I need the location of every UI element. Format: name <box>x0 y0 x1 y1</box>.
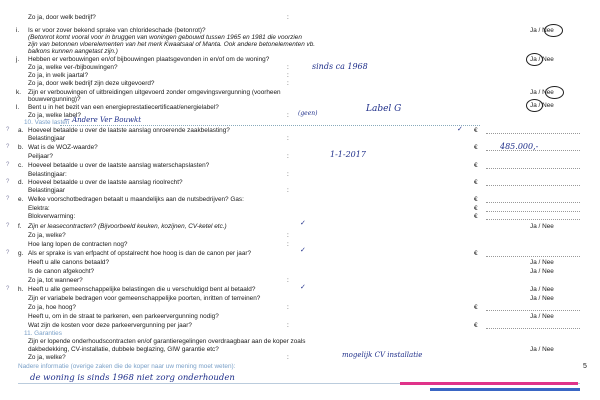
check-mark: ✓ <box>300 247 306 254</box>
handwritten-warranty: mogelijk CV installatie <box>342 351 423 359</box>
question-f: Zijn er leasecontracten? (Bijvoorbeeld keuken, kozijnen, CV-ketel etc.) <box>28 223 227 230</box>
footer-stripe-pink <box>400 382 578 385</box>
page-number: 5 <box>583 363 587 370</box>
letter-h: h. <box>18 286 24 293</box>
answer-f[interactable]: Ja / Nee <box>530 223 554 230</box>
question-h: Heeft u alle gemeenschappelijke belastingen die u verschuldigd bent al betaald? <box>28 286 256 293</box>
question-d: Hoeveel betaalde u over de laatste aanslag rioolrecht? <box>28 179 183 186</box>
amount-field[interactable] <box>486 185 580 186</box>
handwritten-woz-value: 485.000,- <box>500 142 539 151</box>
amount-field[interactable] <box>486 310 580 311</box>
question-g-sub1: Heeft u alle canons betaald? <box>28 259 110 266</box>
handwritten-small: (geen) <box>298 110 318 117</box>
letter-d: d. <box>18 179 24 186</box>
letter-l: l. <box>16 104 20 111</box>
question-a-sub: Belastingjaar <box>28 135 65 142</box>
answer-h3[interactable]: Ja / Nee <box>530 313 554 320</box>
handwritten-peiljaar: 1-1-2017 <box>330 150 366 159</box>
question-c-sub: Belastingjaar: <box>28 171 67 178</box>
question-h-2: Zijn er variabele bedragen voor gemeenschappelijke poorten, inritten of terreinen? <box>28 295 261 302</box>
question-j-sub2: Zo ja, in welk jaartal? <box>28 72 89 79</box>
question-c: Hoeveel betaalde u over de laatste aanslag waterschapslasten? <box>28 162 210 169</box>
handwritten-notes: de woning is sinds 1968 niet zorg onderhouden <box>30 373 235 383</box>
answer-h2[interactable]: Ja / Nee <box>530 295 554 302</box>
section-rule <box>60 125 480 126</box>
colon: : <box>287 14 289 21</box>
notes-title: Nadere informatie (overige zaken die de koper naar uw mening moet weten): <box>18 363 236 370</box>
question-g-sub3: Zo ja, tot wanneer? <box>28 277 83 284</box>
letter-g: g. <box>18 250 24 257</box>
letter-c: c. <box>18 162 23 169</box>
question-k-line1: Zijn er verbouwingen of uitbreidingen uitgevoerd zonder omgevingsvergunning (voorheen <box>28 89 281 96</box>
question-a: Hoeveel betaalde u over de laatste aanslag onroerende zaakbelasting? <box>28 127 230 134</box>
question-h-sub2: Wat zijn de kosten voor deze parkeervergunning per jaar? <box>28 322 192 329</box>
answer-k[interactable]: Ja / Nee <box>530 89 554 96</box>
letter-e: e. <box>18 196 24 203</box>
question-b: Wat is de WOZ-waarde? <box>28 144 98 151</box>
question-j-sub3: Zo ja, door welk bedrijf zijn deze uitgevoerd? <box>28 80 155 87</box>
question-11-line1: Zijn er lopende onderhoudscontracten en/of garantieregelingen overdraagbaar aan de koper zoals <box>28 338 306 345</box>
footer-stripe-blue <box>430 388 580 391</box>
answer-circle <box>544 24 563 37</box>
answer-circle <box>526 53 543 66</box>
amount-field[interactable] <box>486 211 580 212</box>
answer-h1[interactable]: Ja / Nee <box>530 286 554 293</box>
amount-field[interactable] <box>486 202 580 203</box>
question-h-sub1: Zo ja, hoe hoog? <box>28 304 76 311</box>
question-f-sub1: Zo ja, welke? <box>28 232 66 239</box>
answer-circle <box>545 86 564 99</box>
amount-field[interactable] <box>486 133 580 134</box>
letter-i: i. <box>16 27 20 34</box>
handwritten-label: Label G <box>366 104 402 114</box>
question-h-3: Heeft u, om in de straat te parkeren, een parkeervergunning nodig? <box>28 313 219 320</box>
letter-a: a. <box>18 127 24 134</box>
answer-g1[interactable]: Ja / Nee <box>530 259 554 266</box>
check-mark: ✓ <box>300 220 306 227</box>
amount-field[interactable] <box>486 219 580 220</box>
question-f-sub2: Hoe lang lopen de contracten nog? <box>28 241 128 248</box>
question-i-line1: Is er voor zover bekend sprake van chlorideschade (betonrot)? <box>28 27 206 34</box>
question-k-line2: bouwvergunning)? <box>28 96 81 103</box>
amount-field[interactable] <box>486 256 580 257</box>
question-11-line2: dakbedekking, CV-installatie, dubbele beglazing, GIW garantie etc? <box>28 346 219 353</box>
letter-k: k. <box>16 89 21 96</box>
question-e: Welke voorschotbedragen betaalt u maandelijks aan de nutsbedrijven? Gas: <box>28 196 244 203</box>
question-b-sub: Peiljaar? <box>28 153 53 160</box>
question-i-line2: (Betonrot komt vooral voor in bruggen van woningen gebouwd tussen 1965 en 1981 die voorzien <box>28 34 302 41</box>
section-10-title: 10. Vaste lasten <box>24 119 70 126</box>
question-l: Bent u in het bezit van een energieprestatiecertificaat/energielabel? <box>28 104 219 111</box>
question-i-line4: balkons kunnen aangetast zijn.) <box>28 48 118 55</box>
prev-question-sub: Zo ja, door welk bedrijf? <box>28 14 96 21</box>
question-11-sub: Zo ja, welke? <box>28 354 66 361</box>
question-e-sub2: Blokverwarming: <box>28 213 76 220</box>
answer-circle <box>526 99 543 112</box>
handwritten-note: ← Andere Ver Bouwkt <box>64 116 142 124</box>
handwritten-year: sinds ca 1968 <box>312 62 368 71</box>
questionnaire-page: Zo ja, door welk bedrijf? : i. Is er voor zover bekend sprake van chlorideschade (betonrot)? (Betonrot komt vooral voor in bruggen van woningen gebouwd tussen 1965 en 1981 die voorzien zijn van betonnen vloerelementen van het merk Kwaatsaal of Manta. Ook andere betonelementen vb. balkons kunnen aangetast zijn.) Ja / Nee j. Hebben er verbouwingen en/of bijbouwingen plaatsgevonden in en/of om de woning? Zo ja, welke ver-/bijbouwingen? Zo ja, in welk jaartal? Zo ja, door welk bedrijf zijn deze uitgevoerd? : : : Ja / Nee sinds ca 1968 k. Zijn er verbouwingen of uitbreidingen uitgevoerd zonder omgevingsvergunning (voorheen bouwvergunning)? Ja / Nee l. Bent u in het bezit van een energieprestatiecertificaat/energielabel? Zo ja, welke label? : Ja / Nee (geen) Label G 10. Vaste lasten ← Andere Ver Bouwkt ? a. Hoeveel betaalde u over de laatste aanslag onroerende zaakbelasting? Belastingjaar : € ✓ ? b. Wat is de WOZ-waarde? Peiljaar? : € 485.000,- 1-1-2017 ? c. Hoeveel betaalde u over de laatste aanslag waterschapslasten? Belastingjaar: : € ? d. Hoeveel betaalde u over de laatste aanslag rioolrecht? Belastingjaar : € ? e. Welke voorschotbedragen betaalt u maandelijks aan de nutsbedrijven? Gas: Elektra: Blokverwarming: € € € ? f. Zijn er leasecontracten? (Bijvoorbeeld keuken, kozijnen, CV-ketel etc.) Zo ja, welke? Hoe lang lopen de contracten nog? : : Ja / Nee ✓ ? g. Als er sprake is van erfpacht of opstalrecht hoe hoog is dan de canon per jaar? Heeft u alle canons betaald? Is de canon afgekocht? Zo ja, tot wanneer? : € Ja / Nee Ja / Nee ✓ ? h. Heeft u alle gemeenschappelijke belastingen die u verschuldigd bent al betaald? Zijn er variabele bedragen voor gemeenschappelijke poorten, inritten of terreinen? Zo ja, hoe hoog? Heeft u, om in de straat te parkeren, een parkeervergunning nodig? Wat zijn de kosten voor deze parkeervergunning per jaar? : : Ja / Nee Ja / Nee Ja / Nee € € ✓ 11. Garanties Zijn er lopende onderhoudscontracten en/of garantieregelingen overdraagbaar aan de koper zoals dakbedekking, CV-installatie, dubbele beglazing, GIW garantie etc? Zo ja, welke? : Ja / Nee mogelijk CV installatie Nadere informatie (overige zaken die de koper naar uw mening moet weten): de woning is sinds 1968 niet zorg onderhouden 5 <box>0 0 600 400</box>
answer-g2[interactable]: Ja / Nee <box>530 268 554 275</box>
question-g-sub2: Is de canon afgekocht? <box>28 268 95 275</box>
question-d-sub: Belastingjaar <box>28 187 65 194</box>
answer-l[interactable]: Ja / Nee <box>530 102 554 109</box>
answer-i[interactable]: Ja / Nee <box>530 27 554 34</box>
section-11-title: 11. Garanties <box>24 330 62 337</box>
letter-b: b. <box>18 144 24 151</box>
question-e-sub1: Elektra: <box>28 205 50 212</box>
letter-j: j. <box>16 56 20 63</box>
question-g: Als er sprake is van erfpacht of opstalrecht hoe hoog is dan de canon per jaar? <box>28 250 252 257</box>
amount-field[interactable] <box>486 168 580 169</box>
answer-j[interactable]: Ja / Nee <box>530 56 554 63</box>
question-l-sub: Zo ja, welke label? <box>28 112 81 119</box>
question-j-sub1: Zo ja, welke ver-/bijbouwingen? <box>28 64 118 71</box>
amount-field[interactable] <box>486 328 580 329</box>
letter-f: f. <box>18 223 22 230</box>
question-j: Hebben er verbouwingen en/of bijbouwingen plaatsgevonden in en/of om de woning? <box>28 56 270 63</box>
question-i-line3: zijn van betonnen vloerelementen van het merk Kwaatsaal of Manta. Ook andere betonelementen vb. <box>28 41 316 48</box>
answer-11[interactable]: Ja / Nee <box>530 346 554 353</box>
check-mark: ✓ <box>300 284 306 291</box>
check-mark: ✓ <box>457 126 463 133</box>
